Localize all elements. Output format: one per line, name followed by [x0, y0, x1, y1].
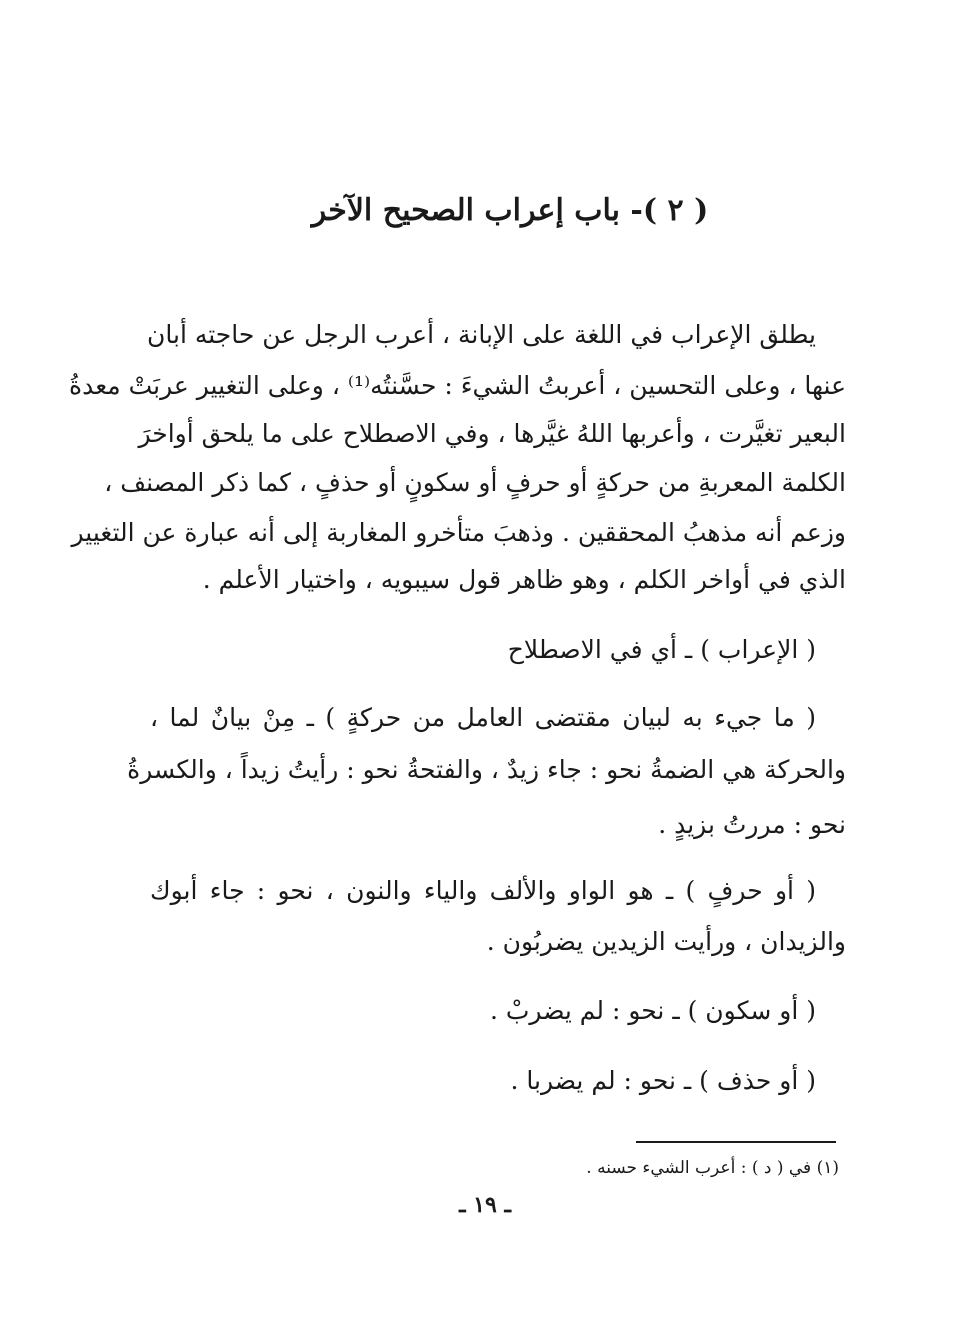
commentary-line: ( الإعراب ) ـ أي في الاصطلاح: [507, 635, 816, 664]
commentary-line: ( أو سكون ) ـ نحو : لم يضربْ .: [489, 996, 816, 1025]
footnote: (١) في ( د ) : أعرب الشيء حسنه .: [586, 1158, 839, 1178]
commentary-line: ( أو حذف ) ـ نحو : لم يضربا .: [510, 1066, 816, 1095]
paragraph-line: الذي في أواخر الكلم ، وهو ظاهر قول سيبويه ، واختيار الأعلم .: [202, 565, 846, 594]
page-number: ـ ١٩ ـ: [459, 1192, 511, 1218]
paragraph-line: عنها ، وعلى التحسين ، أعربتُ الشيءَ : حسَّنتُه⁽¹⁾ ، وعلى التغيير عربَتْ معدةُ: [68, 371, 846, 400]
commentary-line: والحركة هي الضمةُ نحو : جاء زيدٌ ، والفتحةُ نحو : رأيتُ زيداً ، والكسرةُ: [127, 755, 846, 784]
paragraph-line: الكلمة المعربةِ من حركةٍ أو حرفٍ أو سكونٍ أو حذفٍ ، كما ذكر المصنف ،: [104, 468, 846, 497]
footnote-divider: [636, 1141, 836, 1143]
commentary-line: ( ما جيء به لبيان مقتضى العامل من حركةٍ ) ـ مِنْ بيانٌ لما ،: [150, 703, 816, 732]
paragraph-line: وزعم أنه مذهبُ المحققين . وذهبَ متأخرو المغاربة إلى أنه عبارة عن التغيير: [71, 518, 846, 547]
commentary-line: والزيدان ، ورأيت الزيدين يضربُون .: [486, 927, 846, 956]
commentary-line: ( أو حرفٍ ) ـ هو الواو والألف والياء والنون ، نحو : جاء أبوك: [150, 876, 816, 905]
chapter-title: ( ٢ )- باب إعراب الصحيح الآخر: [311, 193, 709, 228]
paragraph-line: البعير تغيَّرت ، وأعربها اللهُ غيَّرها ، وفي الاصطلاح على ما يلحق أواخرَ: [138, 419, 846, 448]
paragraph-line: يطلق الإعراب في اللغة على الإبانة ، أعرب الرجل عن حاجته أبان: [147, 320, 816, 349]
commentary-line: نحو : مررتُ بزيدٍ .: [658, 810, 846, 839]
